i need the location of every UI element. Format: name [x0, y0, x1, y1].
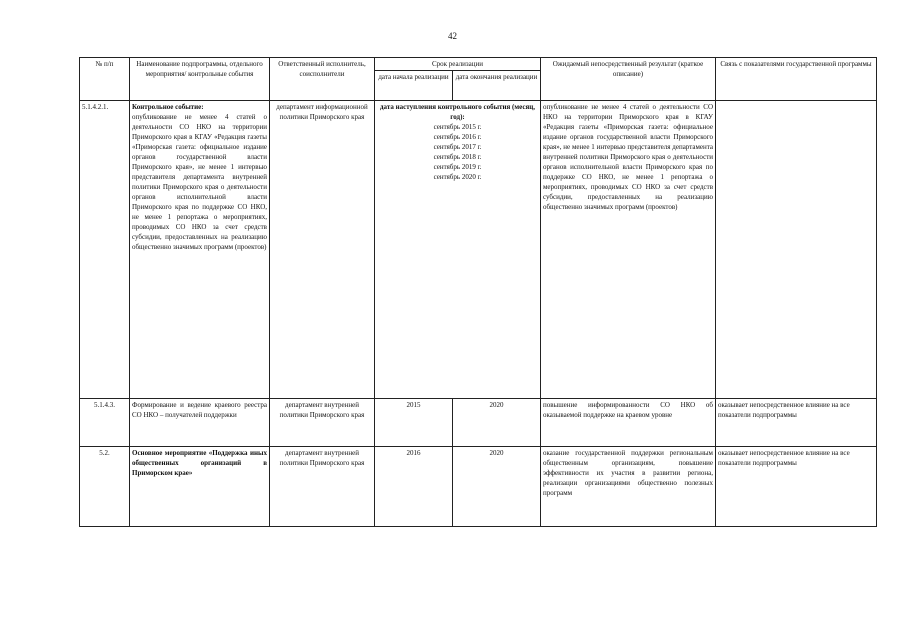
header-num: № п/п [80, 58, 130, 101]
subprogram-table [79, 57, 877, 527]
table-row [80, 399, 877, 447]
period-date: сентябрь 2018 г. [433, 153, 482, 161]
row-name [130, 101, 270, 399]
row-name: Основное мероприятие «Поддержка иных общественных организаций в Приморском крае» [130, 447, 270, 527]
header-result: Ожидаемый непосредственный результат (краткое описание) [541, 58, 716, 101]
row-name: Формирование и ведение краевого реестра СО НКО – получателей поддержки [130, 399, 270, 447]
table-row [80, 447, 877, 527]
header-link: Связь с показателями государственной программы [716, 58, 877, 101]
header-responsible: Ответственный исполнитель, соисполнители [270, 58, 375, 101]
control-event-label: Контрольное событие: [132, 103, 204, 111]
row-name-text: опубликование не менее 4 статей о деятельности СО НКО на территории Приморского края в КГАУ «Редакция газеты «Приморская газета: официальное издание органов государственной власти Приморского края», не менее 1 интервью представителя департамента внутренней политики Приморского края о деятельности органов исполнительной власти Приморского края по поддержке СО НКО, не менее 1 репортажа о мероприятиях, проводимых СО НКО за счет средств субсидии, предоставленных на реализацию общественно значимых программ (проектов) [132, 113, 267, 251]
row-result: повышение информированности СО НКО об оказываемой поддержке на краевом уровне [541, 399, 716, 447]
row-result: опубликование не менее 4 статей о деятельности СО НКО на территории Приморского края в КГАУ «Редакция газеты «Приморская газета: официальное издание органов государственной власти Приморского края», не менее 1 интервью представителя департамента внутренней политики Приморского края о деятельности органов исполнительной власти Приморского края по поддержке СО НКО, не менее 1 репортажа о мероприятиях, проводимых СО НКО за счет средств субсидии, предоставленных на реализацию общественно значимых программ (проектов) [541, 101, 716, 399]
row-responsible: департамент информационной политики Приморского края [270, 101, 375, 399]
period-date: сентябрь 2019 г. [433, 163, 482, 171]
period-date: сентябрь 2017 г. [433, 143, 482, 151]
header-period: Срок реализации [375, 58, 541, 71]
row-end: 2020 [453, 447, 541, 527]
row-result: оказание государственной поддержки региональным общественным организациям, повышение эффективности их участия в развитии региона, реализации организациями общественно полезных программ [541, 447, 716, 527]
page-number: 42 [448, 31, 457, 41]
row-link: оказывает непосредственное влияние на все показатели подпрограммы [716, 399, 877, 447]
period-title: дата наступления контрольного события (месяц, год): [379, 103, 536, 121]
header-end: дата окончания реализации [453, 71, 541, 101]
header-start: дата начала реализации [375, 71, 453, 101]
row-num: 5.1.4.2.1. [80, 101, 130, 399]
row-responsible: департамент внутренней политики Приморского края [270, 447, 375, 527]
row-end: 2020 [453, 399, 541, 447]
row-period [375, 101, 541, 399]
period-date: сентябрь 2016 г. [433, 133, 482, 141]
row-num: 5.2. [80, 447, 130, 527]
period-date: сентябрь 2020 г. [433, 173, 482, 181]
row-num: 5.1.4.3. [80, 399, 130, 447]
row-link [716, 101, 877, 399]
table-row [80, 101, 877, 399]
row-start: 2016 [375, 447, 453, 527]
period-date: сентябрь 2015 г. [433, 123, 482, 131]
row-link: оказывает непосредственное влияние на все показатели подпрограммы [716, 447, 877, 527]
row-start: 2015 [375, 399, 453, 447]
row-responsible: департамент внутренней политики Приморского края [270, 399, 375, 447]
header-name: Наименование подпрограммы, отдельного мероприятия/ контрольные события [130, 58, 270, 101]
